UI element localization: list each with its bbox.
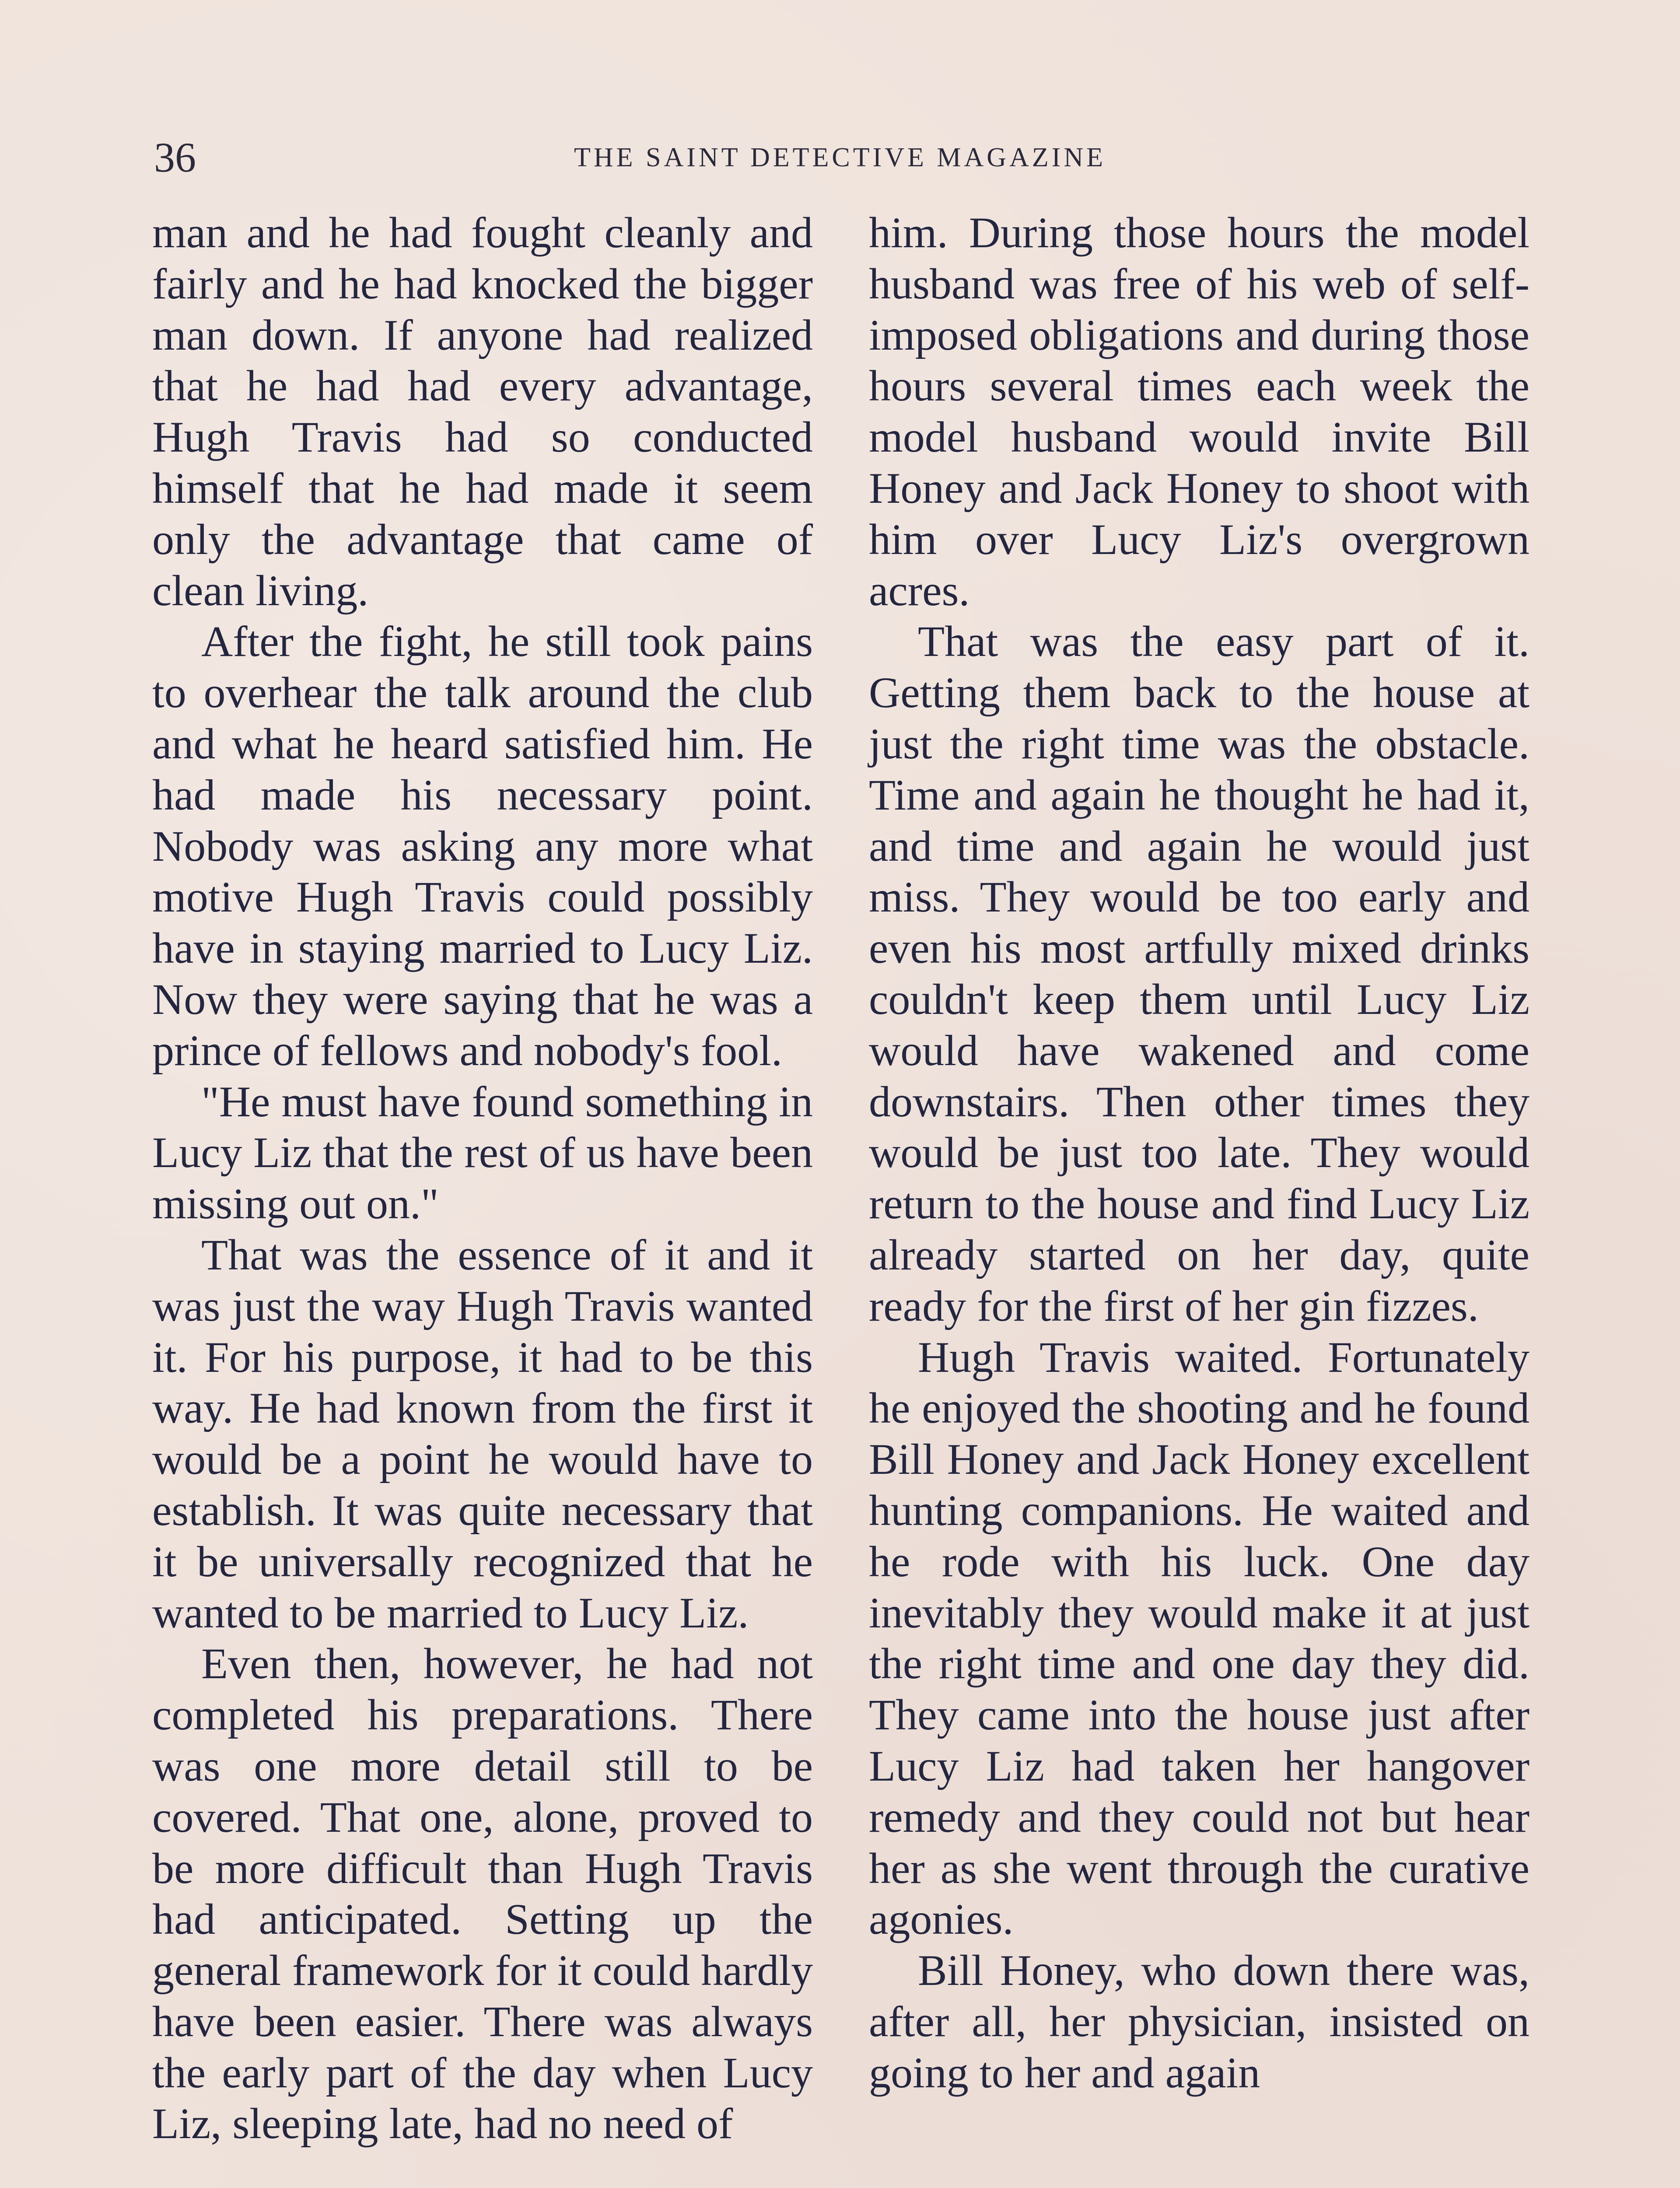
paragraph: Even then, however, he had not completed his preparations. There was one more detail still to be covered. That one, alone, proved to be more difficult than Hugh Travis had anticipated. Setting up the general framework for it could hardly have been easier. There was always the early part of the day when Lucy Liz, sleeping late, had no need of <box>152 1639 813 2148</box>
paragraph: Bill Honey, who down there was, after all, her physician, insisted on going to her and again <box>869 1946 1530 2097</box>
page-number: 36 <box>154 134 196 181</box>
paragraph: him. During those hours the model husband was free of his web of self-imposed obligations and during those hours several times each week the model husband would invite Bill Honey and Jack Honey to shoot with him over Lucy Liz's overgrown acres. <box>869 208 1530 615</box>
right-column <box>869 207 1530 2098</box>
paragraph: That was the essence of it and it was just the way Hugh Travis wanted it. For his purpose, it had to be this way. He had known from the first it would be a point he would have to establish. It was quite necessary that it be universally recognized that he wanted to be married to Lucy Liz. <box>152 1230 813 1637</box>
left-column <box>152 207 813 2149</box>
paragraph: That was the easy part of it. Getting them back to the house at just the right time was the obstacle. Time and again he thought he had it, and time and again he would just miss. They would be too early and even his most artfully mixed drinks couldn't keep them until Lucy Liz would have wakened and come downstairs. Then other times they would be just too late. They would return to the house and find Lucy Liz already started on her day, quite ready for the first of her gin fizzes. <box>869 617 1530 1330</box>
paragraph: man and he had fought cleanly and fairly and he had knocked the bigger man down. If anyone had realized that he had had every advantage, Hugh Travis had so conducted himself that he had made it seem only the advantage that came of clean living. <box>152 208 813 615</box>
paragraph: "He must have found something in Lucy Liz that the rest of us have been missing out on." <box>152 1077 813 1228</box>
paragraph: After the fight, he still took pains to overhear the talk around the club and what he heard satisfied him. He had made his necessary point. Nobody was asking any more what motive Hugh Travis could possibly have in staying married to Lucy Liz. Now they were saying that he was a prince of fellows and nobody's fool. <box>152 617 813 1075</box>
running-title: THE SAINT DETECTIVE MAGAZINE <box>574 143 1106 172</box>
page-header <box>0 131 1680 184</box>
paragraph: Hugh Travis waited. Fortunately he enjoyed the shooting and he found Bill Honey and Jack Honey excellent hunting companions. He waited and he rode with his luck. One day inevitably they would make it at just the right time and one day they did. They came into the house just after Lucy Liz had taken her hangover remedy and they could not but hear her as she went through the curative agonies. <box>869 1332 1530 1944</box>
